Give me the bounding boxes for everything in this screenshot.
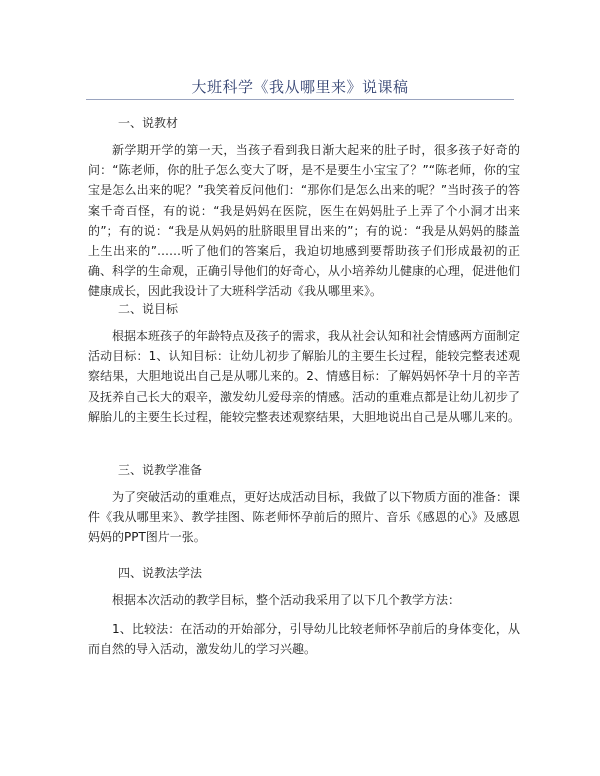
section-heading-3: 三、说教学准备 — [118, 463, 203, 477]
section-4-paragraph-1: 根据本次活动的教学目标，整个活动我采用了以下几个教学方法： — [112, 593, 461, 607]
section-heading-2: 二、说目标 — [118, 302, 179, 316]
title-divider — [86, 99, 514, 100]
section-heading-1: 一、说教材 — [118, 116, 179, 130]
section-heading-4: 四、说教法学法 — [118, 566, 203, 580]
section-3-paragraph-1: 为了突破活动的重难点，更好达成活动目标，我做了以下物质方面的准备：课件《我从哪里来》、教学挂图、陈老师怀孕前后的照片、音乐《感恩的心》及感恩妈妈的PPT图片一张。 — [88, 490, 521, 545]
section-2-paragraph-1: 根据本班孩子的年龄特点及孩子的需求，我从社会认知和社会情感两方面制定活动目标：1、认知目标：让幼儿初步了解胎儿的主要生长过程，能较完整表述观察结果，大胆地说出自己是从哪儿来的。2、情感目标：了解妈妈怀孕十月的辛苦及抚养自己长大的艰辛，激发幼儿爱母亲的情感。活动的重难点都是让幼儿初步了解胎儿的主要生长过程，能较完整表述观察结果，大胆地说出自己是从哪儿来的。 — [88, 329, 521, 424]
document-title: 大班科学《我从哪里来》说课稿 — [191, 78, 409, 96]
section-1-paragraph-1: 新学期开学的第一天，当孩子看到我日渐大起来的肚子时，很多孩子好奇的问：“陈老师，你的肚子怎么变大了呀，是不是要生小宝宝了？”“陈老师，你的宝宝是怎么出来的呢？”我笑着反问他们：“那你们是怎么出来的呢？”当时孩子的答案千奇百怪，有的说：“我是妈妈在医院，医生在妈妈肚子上弄了个小洞才出来的”；有的说：“我是从妈妈的肚脐眼里冒出来的”；有的说：“我是从妈妈的膝盖上生出来的”……听了他们的答案后，我迫切地感到要帮助孩子们形成最初的正确、科学的生命观，正确引导他们的好奇心，从小培养幼儿健康的心理，促进他们健康成长，因此我设计了大班科学活动《我从哪里来》。 — [88, 143, 521, 299]
section-4-paragraph-2: 1、比较法：在活动的开始部分，引导幼儿比较老师怀孕前后的身体变化，从而自然的导入活动，激发幼儿的学习兴趣。 — [88, 622, 520, 657]
